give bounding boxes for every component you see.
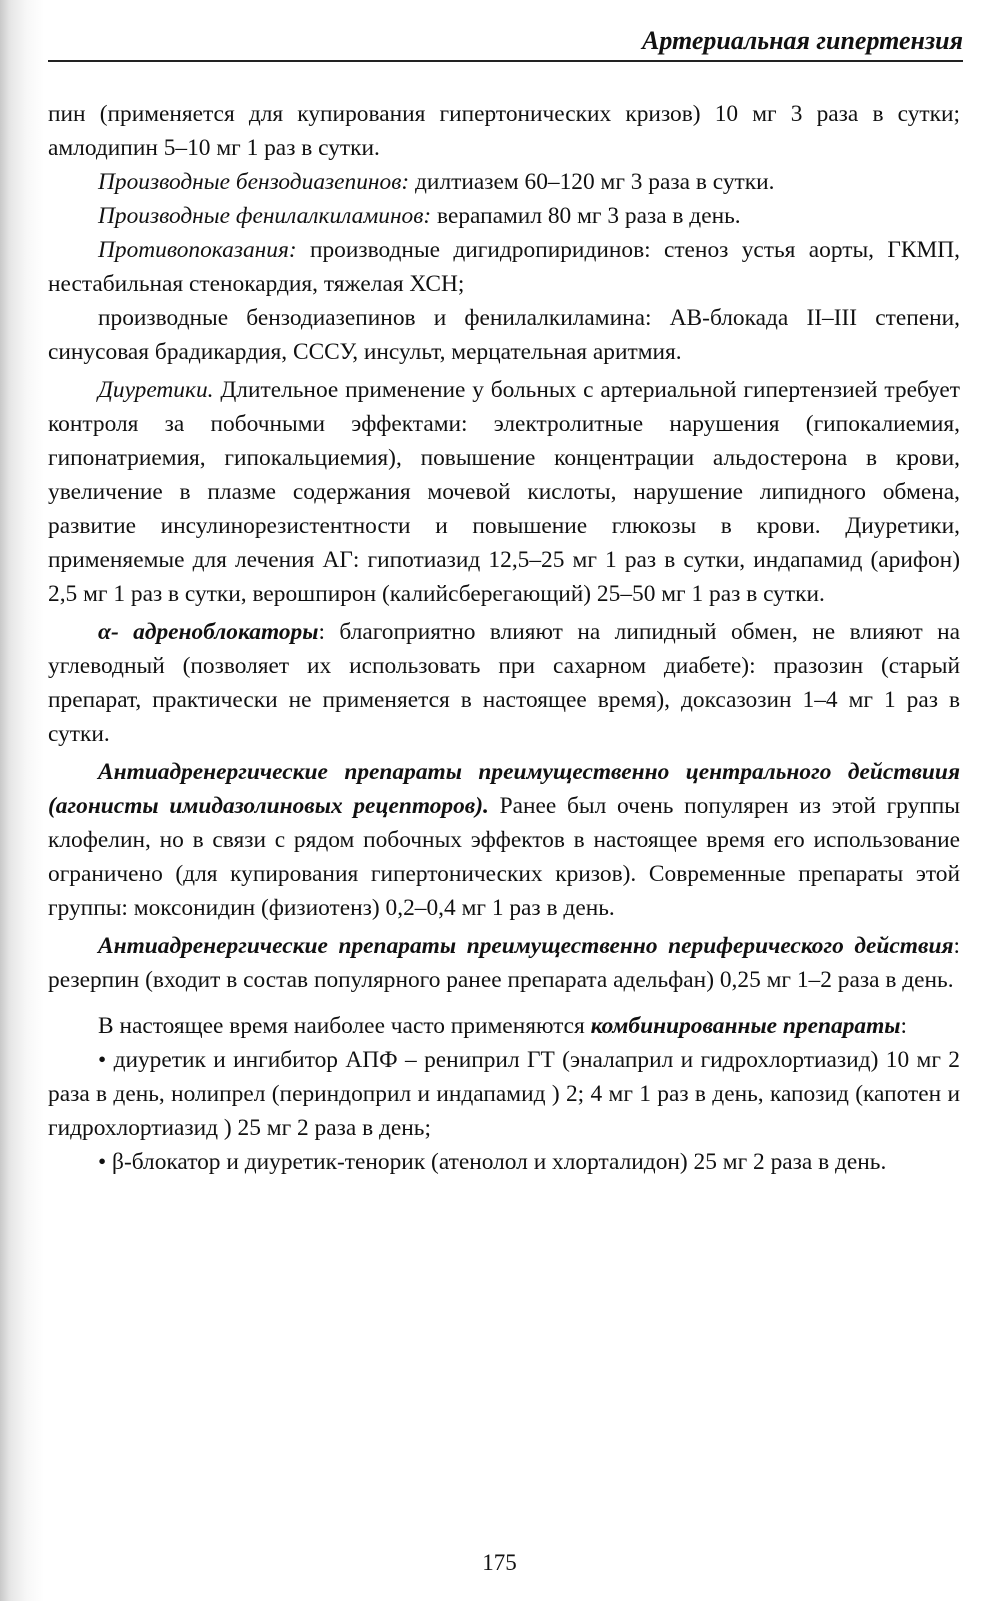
paragraph-phenylalkylamines bbox=[48, 199, 960, 233]
paragraph-combined-drugs bbox=[48, 1009, 960, 1043]
term-label: Диуретики. bbox=[98, 377, 214, 403]
paragraph-1: пин (применяется для купирования гипертонических кризов) 10 мг 3 раза в сутки; амлодипин 5–10 мг 1 раз в сутки. bbox=[48, 101, 960, 161]
term-label: Антиадренергические препараты преимущественно центрального действиия (агонисты имидазолиновых рецепторов). bbox=[48, 759, 960, 819]
term-text: дилтиазем 60–120 мг 3 раза в сутки. bbox=[409, 169, 775, 195]
header-rule bbox=[48, 60, 963, 62]
term-label: Производные фенилалкиламинов: bbox=[98, 203, 432, 229]
term-label: Противопоказания: bbox=[98, 237, 297, 263]
paragraph-contraindications bbox=[48, 233, 960, 301]
term-label: Антиадренергические препараты преимущественно периферического действия bbox=[98, 933, 954, 959]
paragraph-diuretics bbox=[48, 373, 960, 611]
bullet-item-1: • диуретик и ингибитор АПФ – рениприл ГТ (эналаприл и гидрохлортиазид) 10 мг 2 раза в день, нолипрел (периндоприл и индапамид ) 2; 4 мг 1 раз в день, капозид (капотен и гидрохлортиазид ) 25 мг 2 раза в день; bbox=[48, 1047, 960, 1141]
term-text: Ранее был очень популярен из этой группы клофелин, но в связи с рядом побочных эффектов в настоящее время его использование ограничено (для купирования гипертонических кризов). Современные препараты этой группы: моксонидин (физиотенз) 0,2–0,4 мг 1 раз в день. bbox=[48, 793, 960, 921]
term-text: : резерпин (входит в состав популярного ранее препарата адельфан) 0,25 мг 1–2 раза в день. bbox=[48, 933, 960, 993]
paragraph-peripheral-antiadrenergic bbox=[48, 929, 960, 997]
term-text: В настоящее время наиболее часто применяются bbox=[98, 1013, 591, 1039]
term-label: α- адреноблокаторы bbox=[98, 619, 319, 645]
term-label: комбинированные препараты bbox=[590, 1013, 901, 1039]
paragraph-contraindications-2: производные бензодиазепинов и фенилалкиламина: АВ-блокада II–III степени, синусовая брадикардия, СССУ, инсульт, мерцательная аритмия. bbox=[48, 305, 960, 365]
running-header-title: Артериальная гипертензия bbox=[641, 26, 963, 55]
bullet-item-2: • β-блокатор и диуретик-тенорик (атенолол и хлорталидон) 25 мг 2 раза в день. bbox=[98, 1149, 887, 1175]
paragraph-benzodiazepines bbox=[48, 165, 960, 199]
paragraph-alpha-blockers bbox=[48, 615, 960, 751]
page-body bbox=[48, 97, 960, 1179]
paragraph-central-antiadrenergic bbox=[48, 755, 960, 925]
term-text: : благоприятно влияют на липидный обмен, не влияют на углеводный (позволяет их использовать при сахарном диабете): празозин (старый препарат, практически не применяется в настоящее время), доксазозин 1–4 мг 1 раз в сутки. bbox=[48, 619, 961, 747]
term-text: производные дигидропиридинов: стеноз устья аорты, ГКМП, нестабильная стенокардия, тяжелая ХСН; bbox=[48, 237, 960, 297]
term-text: верапамил 80 мг 3 раза в день. bbox=[431, 203, 741, 229]
term-label: Производные бензодиазепинов: bbox=[98, 169, 410, 195]
term-text: Длительное применение у больных с артериальной гипертензией требует контроля за побочными эффектами: электролитные нарушения (гипокалиемия, гипонатриемия, гипокальциемия), повышение концентрации альдостерона в крови, увеличение в плазме содержания мочевой кислоты, нарушение липидного обмена, развитие инсулинорезистентности и повышение глюкозы в крови. Диуретики, применяемые для лечения АГ: гипотиазид 12,5–25 мг 1 раз в сутки, индапамид (арифон) 2,5 мг 1 раз в сутки, верошпирон (калийсберегающий) 25–50 мг 1 раз в сутки. bbox=[48, 377, 960, 607]
page-number: 175 bbox=[482, 1550, 517, 1575]
term-text-end: : bbox=[900, 1013, 908, 1039]
running-header bbox=[48, 22, 963, 62]
